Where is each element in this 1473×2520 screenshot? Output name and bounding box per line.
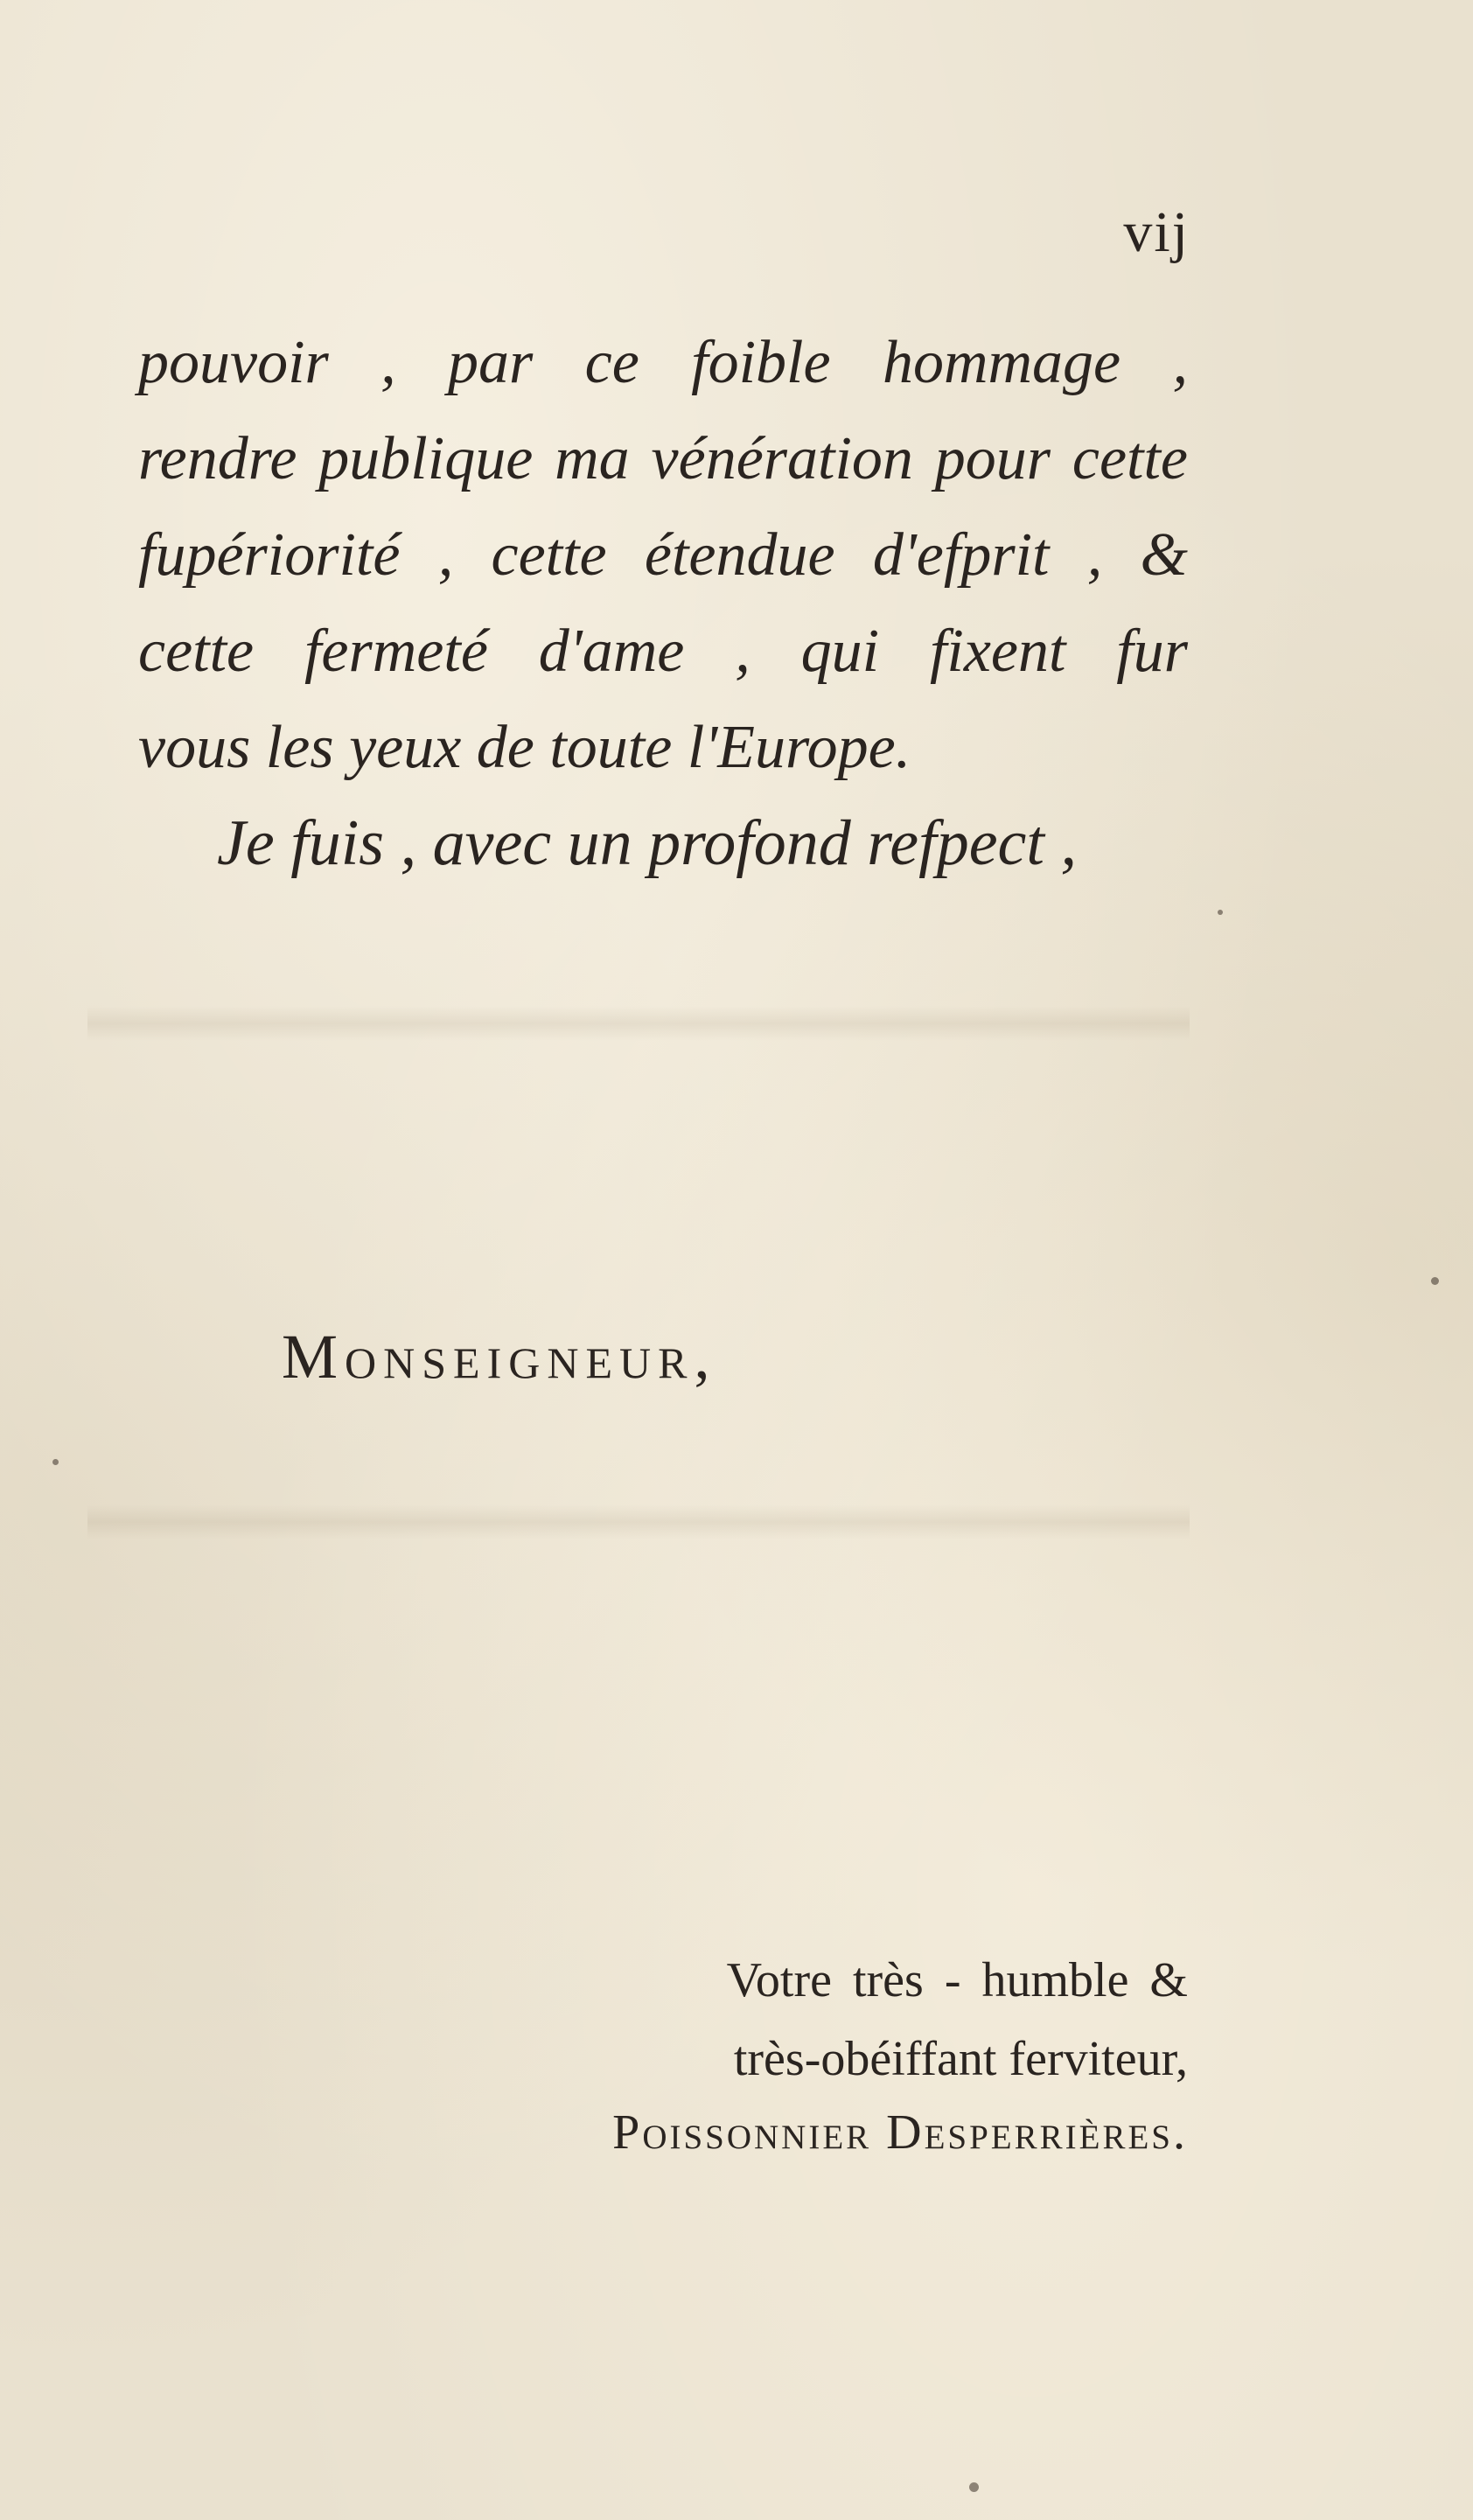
foxing-spot	[1431, 1277, 1439, 1285]
page-number: vij	[1123, 200, 1190, 264]
foxing-spot	[52, 1459, 59, 1465]
text-line: vous les yeux de toute l'Europe.	[138, 714, 911, 781]
salutation: Monseigneur,	[282, 1322, 717, 1392]
text-line: cette fermeté d'ame , qui fixent fur	[138, 618, 1188, 685]
closing-line: Je fuis , avec un profond refpect ,	[217, 807, 1077, 879]
signature-line: Votre très - humble &	[726, 1953, 1188, 2007]
text-line: rendre publique ma vénération pour cette	[138, 425, 1188, 492]
text-line: pouvoir , par ce foible hommage ,	[138, 329, 1188, 396]
foxing-spot	[1218, 910, 1223, 915]
foxing-spot	[969, 2482, 979, 2492]
body-paragraph	[138, 315, 1188, 796]
paper-fold	[87, 1006, 1190, 1041]
signature-line: très-obéiffant ferviteur,	[733, 2032, 1188, 2086]
signature-name: Poissonnier Desperrières.	[612, 2105, 1188, 2160]
paper-fold	[87, 1504, 1190, 1539]
text-line: fupériorité , cette étendue d'efprit , &	[138, 521, 1188, 589]
